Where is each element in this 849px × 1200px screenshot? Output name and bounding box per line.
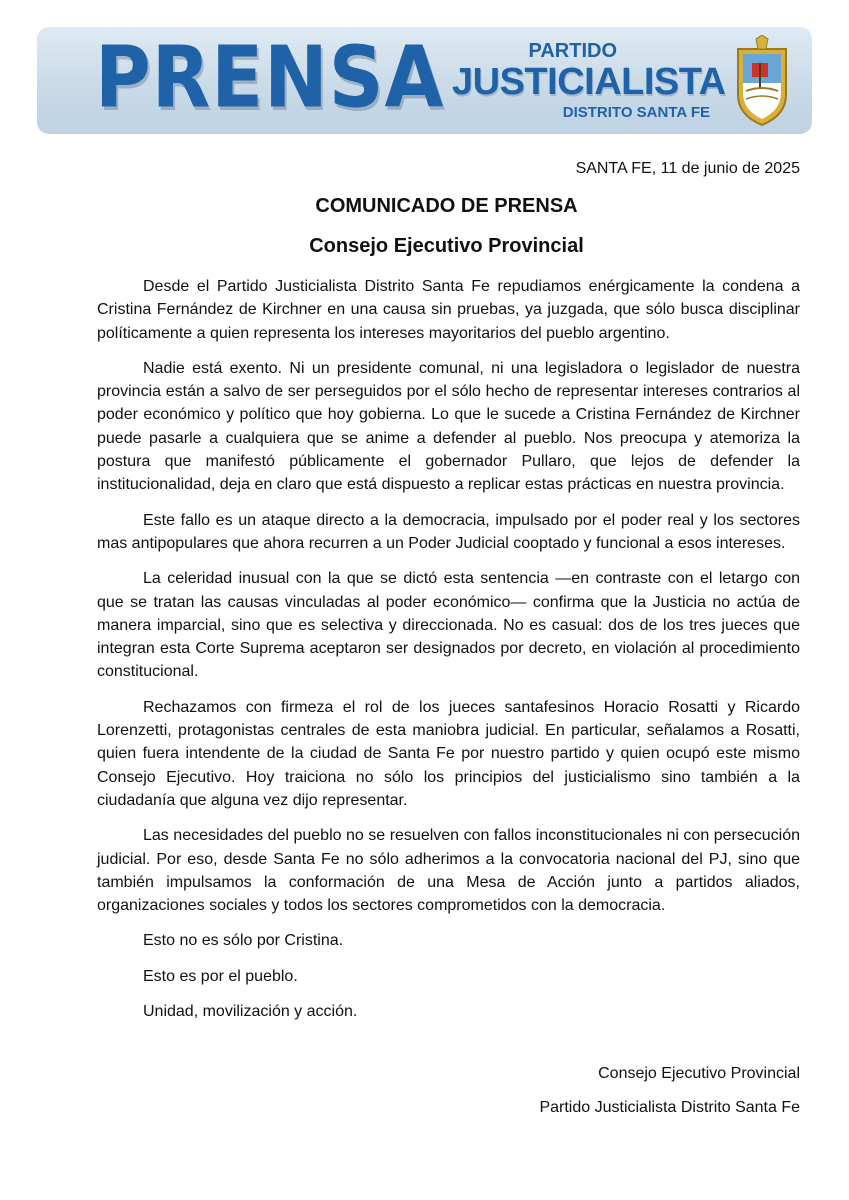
paragraph: Este fallo es un ataque directo a la democracia, impulsado por el poder real y los sectores mas antipopulares que ahora recurren a un Poder Judicial cooptado y funcional a esos intereses. bbox=[97, 511, 800, 552]
document-body bbox=[97, 275, 800, 1035]
signature-line-2: Partido Justicialista Distrito Santa Fe bbox=[539, 1099, 800, 1116]
party-shield-icon bbox=[732, 35, 792, 127]
banner-title: PRENSA bbox=[95, 27, 445, 127]
closing-line: Esto es por el pueblo. bbox=[143, 967, 298, 985]
closing-line: Unidad, movilización y acción. bbox=[143, 1003, 358, 1021]
party-line-2: JUSTICIALISTA bbox=[452, 61, 726, 103]
signature-line-1: Consejo Ejecutivo Provincial bbox=[598, 1065, 800, 1082]
paragraph: Desde el Partido Justicialista Distrito Santa Fe repudiamos enérgicamente la condena a Cristina Fernández de Kirchner en una causa sin pruebas, ya juzgada, que sólo busca disciplinar políticamente a quien representa los intereses mayoritarios del pueblo argentino. bbox=[97, 278, 800, 342]
paragraph: La celeridad inusual con la que se dictó esta sentencia —en contraste con el letargo con que se tratan las causas vinculadas al poder económico— confirma que la Justicia no actúa de manera imparcial, sino que es selectiva y direccionada. No es casual: dos de los tres jueces que integran esta Corte Suprema aceptaron ser designados por decreto, en violación al procedimiento constitucional. bbox=[97, 570, 800, 681]
paragraph: Rechazamos con firmeza el rol de los jueces santafesinos Horacio Rosatti y Ricardo Lorenzetti, protagonistas centrales de esta maniobra judicial. En particular, señalamos a Rosatti, quien fuera intendente de la ciudad de Santa Fe por nuestro partido y quien ocupó este mismo Consejo Ejecutivo. Hoy traiciona no sólo los principios del justicialismo sino también a la ciudadanía que alguna vez dijo representar. bbox=[97, 698, 800, 809]
document-title: COMUNICADO DE PRENSA bbox=[315, 195, 578, 217]
document-subtitle: Consejo Ejecutivo Provincial bbox=[309, 235, 584, 257]
date-line: SANTA FE, 11 de junio de 2025 bbox=[575, 160, 800, 177]
paragraph: Nadie está exento. Ni un presidente comunal, ni una legisladora o legislador de nuestra provincia están a salvo de ser perseguidos por el sólo hecho de representar intereses contrarios al poder económico y político que hoy gobierna. Lo que le sucede a Cristina Fernández de Kirchner puede pasarle a cualquiera que se anime a defender al pueblo. Nos preocupa y atemoriza la postura que manifestó públicamente el gobernador Pullaro, que lejos de defender la institucionalidad, deja en claro que está dispuesto a replicar estas prácticas en nuestra provincia. bbox=[97, 359, 800, 494]
signature-block bbox=[539, 1064, 800, 1132]
closing-line: Esto no es sólo por Cristina. bbox=[143, 932, 344, 950]
paragraph: Las necesidades del pueblo no se resuelven con fallos inconstitucionales ni con persecución judicial. Por eso, desde Santa Fe no sólo adherimos a la convocatoria nacional del PJ, sino que también impulsamos la conformación de una Mesa de Acción junto a partidos aliados, organizaciones sociales y todos los sectores comprometidos con la democracia. bbox=[97, 827, 800, 915]
party-line-3: DISTRITO SANTA FE bbox=[562, 104, 710, 121]
press-banner bbox=[37, 27, 812, 134]
party-logotype bbox=[452, 40, 726, 121]
party-line-1: PARTIDO bbox=[528, 40, 617, 62]
